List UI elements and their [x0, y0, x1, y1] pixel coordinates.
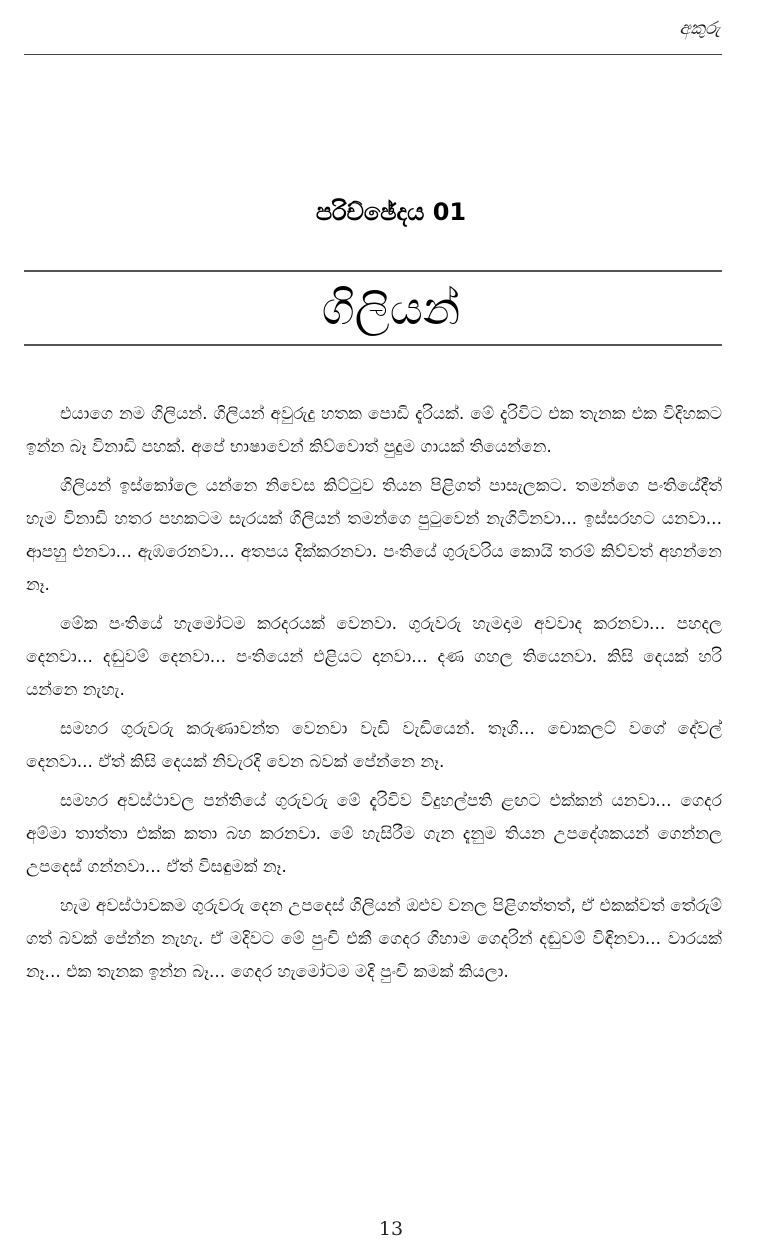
- paragraph: ගිලියන් ඉස්කෝලෙ යන්නෙ නිවෙස කිට්ටුව තියන පිළිගත් පාසැලකට. තමන්ගෙ පංතියේදීත් හැම විනාඩි හතර පහකටම සැරයක් ගිලියන් තමන්ගෙ පුටුවෙන් නැගිටිනවා... ඉස්සරහට යනවා... ආපහු එනවා... ඇඹරෙනවා... අතපය දික්කරනවා. පංතියේ ගුරුවරිය කොයි තරම් කිව්වත් අහන්නෙ නෑ.: [26, 476, 722, 595]
- chapter-title: ගිලියන්: [321, 281, 461, 335]
- page-number: 13: [378, 1218, 404, 1240]
- paragraph: සමහර ගුරුවරු කරුණාවන්ත වෙනවා වැඩි වැඩියෙන්. තෑගි... චොකලට් වගේ දේවල් දෙනවා... ඒත් කිසි දෙයක් නිවැරදි වෙන බවක් පේන්නෙ නෑ.: [26, 719, 722, 772]
- paragraph: එයාගෙ නම ගිලියන්. ගිලියන් අවුරුදු හතක පොඩි දැරියක්. මේ දැරිවිට එක තැනක එක විදිහකට ඉන්න බෑ විනාඩි පහක්. අපේ භාෂාවෙන් කිව්වොත් පුදුම ගායක් තියෙන්නෙ.: [26, 404, 722, 457]
- header-rule: [24, 54, 722, 55]
- title-rule-top: [24, 270, 722, 272]
- title-rule-bottom: [24, 344, 722, 346]
- running-head: අකුරු: [679, 18, 720, 39]
- paragraph: හැම අවස්ථාවකම ගුරුවරු දෙන උපදෙස් ගිලියන් ඔළුව වනල පිළිගත්තත්, ඒ එකක්වත් තේරුම් ගත් බවක් පේන්න නැහැ. ඒ මදිවට මේ පුංචි එකී ගෙදර ගිහාම ගෙදරින් දඬුවම් විඳිනවා... වාරයක් නෑ... එක තැනක ඉන්න බෑ... ගෙදර හැමෝටම මදි පුංචි කමක් කියලා.: [26, 896, 722, 982]
- paragraph: මේක පංතියේ හැමෝටම කරදරයක් වෙනවා. ගුරුවරු හැමදාම අවවාද කරනවා... පහදල දෙනවා... දඬුවම් දෙනවා... පංතියෙන් එළියට දානවා... දණ ගහල තියෙනවා. කිසි දෙයක් හරි යන්නෙ නැහැ.: [26, 614, 722, 700]
- chapter-body: [26, 398, 722, 1158]
- chapter-label: පරිච්ඡේදය 01: [315, 198, 467, 226]
- paragraph: සමහර අවස්ථාවල පන්තියේ ගුරුවරු මේ දැරිවිව විදුහල්පති ළඟට එක්කන් යනවා... ගෙදර අම්මා තාත්තා එක්ක කතා බහ කරනවා. මේ හැසිරීම ගැන දැනුම තියන උපදේශකයන් ගෙන්නල උපදෙස් ගන්නවා... ඒත් විසඳුමක් නෑ.: [26, 791, 722, 877]
